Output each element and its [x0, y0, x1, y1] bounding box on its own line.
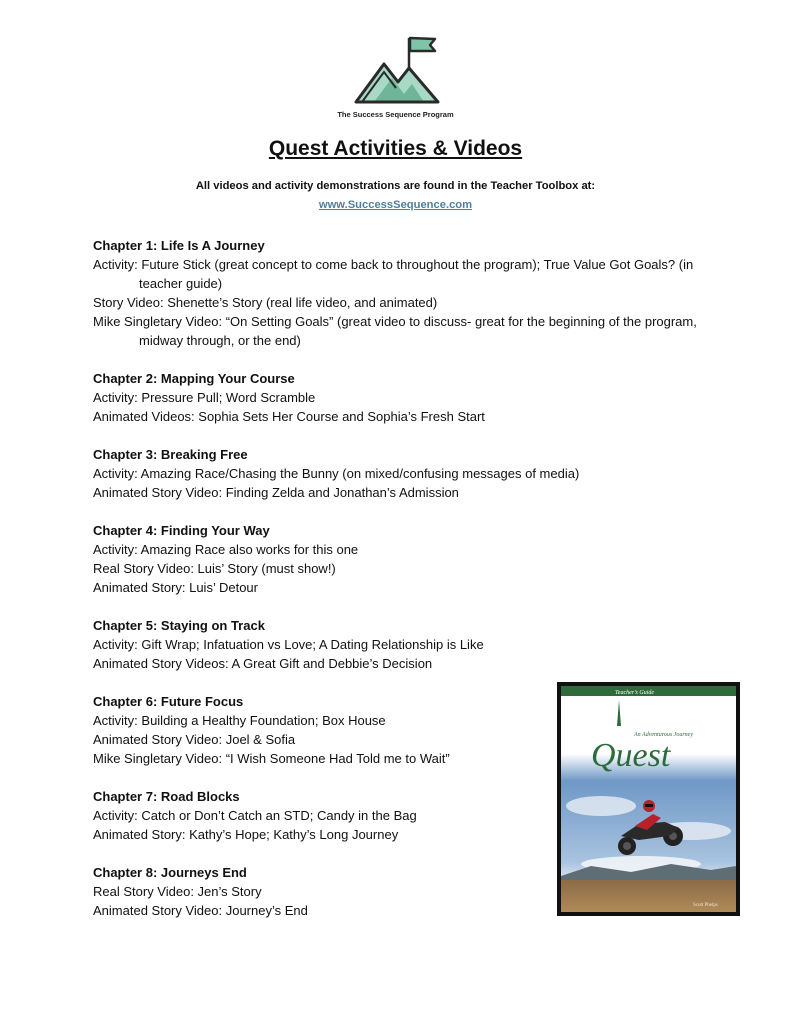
book-cover: [557, 682, 740, 916]
chapter-4: [93, 521, 713, 597]
chapter-heading: Chapter 1: Life Is A Journey: [93, 238, 265, 253]
chapter-line: Activity: Building a Healthy Foundation; Box House: [93, 713, 386, 728]
chapter-line: Animated Story Video: Journey’s End: [93, 903, 308, 918]
chapter-heading: Chapter 4: Finding Your Way: [93, 523, 270, 538]
chapter-heading: Chapter 7: Road Blocks: [93, 789, 240, 804]
chapter-heading: Chapter 8: Journeys End: [93, 865, 247, 880]
chapter-line: Real Story Video: Jen’s Story: [93, 884, 262, 899]
chapter-line: Mike Singletary Video: “I Wish Someone Had Told me to Wait”: [93, 751, 450, 766]
chapter-line: Animated Videos: Sophia Sets Her Course and Sophia’s Fresh Start: [93, 409, 485, 424]
logo-text: The Success Sequence Program: [337, 110, 454, 119]
website-link[interactable]: www.SuccessSequence.com: [318, 199, 473, 211]
book-author: Scott Phelps: [693, 903, 718, 908]
chapter-line: Animated Story: Luis’ Detour: [93, 580, 258, 595]
chapter-line: Animated Story: Kathy’s Hope; Kathy’s Long Journey: [93, 827, 399, 842]
chapter-line: Animated Story Video: Finding Zelda and Jonathan’s Admission: [93, 485, 459, 500]
book-title: Quest: [591, 737, 671, 774]
book-band-text: Teacher’s Guide: [615, 690, 655, 696]
chapter-3: [93, 445, 713, 502]
chapter-heading: Chapter 5: Staying on Track: [93, 618, 265, 633]
chapter-2: [93, 369, 713, 426]
book-cover-art: [561, 686, 736, 912]
book-subtitle: An Adventurous Journey: [634, 732, 693, 738]
chapter-line: Activity: Amazing Race also works for this one: [93, 542, 359, 557]
chapter-line: Mike Singletary Video: “On Setting Goals” (great video to discuss- great for the beginning of the program, midway through, or the end): [93, 314, 697, 348]
chapter-heading: Chapter 3: Breaking Free: [93, 447, 248, 462]
chapter-line: Activity: Gift Wrap; Infatuation vs Love; A Dating Relationship is Like: [93, 637, 484, 652]
chapter-line: Real Story Video: Luis’ Story (must show!): [93, 561, 336, 576]
chapter-heading: Chapter 6: Future Focus: [93, 694, 244, 709]
chapter-1: [93, 236, 713, 350]
chapter-line: Animated Story Video: Joel & Sofia: [93, 732, 296, 747]
chapter-line: Activity: Pressure Pull; Word Scramble: [93, 390, 316, 405]
chapter-line: Activity: Amazing Race/Chasing the Bunny (on mixed/confusing messages of media): [93, 466, 580, 481]
mountain-flag-icon: [352, 34, 442, 106]
page-title: Quest Activities & Videos: [268, 137, 523, 160]
chapter-line: Activity: Catch or Don’t Catch an STD; Candy in the Bag: [93, 808, 417, 823]
chapter-5: [93, 616, 713, 673]
chapter-line: Story Video: Shenette’s Story (real life video, and animated): [93, 295, 438, 310]
chapter-line: Animated Story Videos: A Great Gift and Debbie’s Decision: [93, 656, 433, 671]
chapter-line: Activity: Future Stick (great concept to come back to throughout the program); True Value Got Goals? (in teacher guide): [93, 257, 694, 291]
chapter-heading: Chapter 2: Mapping Your Course: [93, 371, 295, 386]
intro-text: All videos and activity demonstrations are found in the Teacher Toolbox at:: [195, 180, 596, 192]
